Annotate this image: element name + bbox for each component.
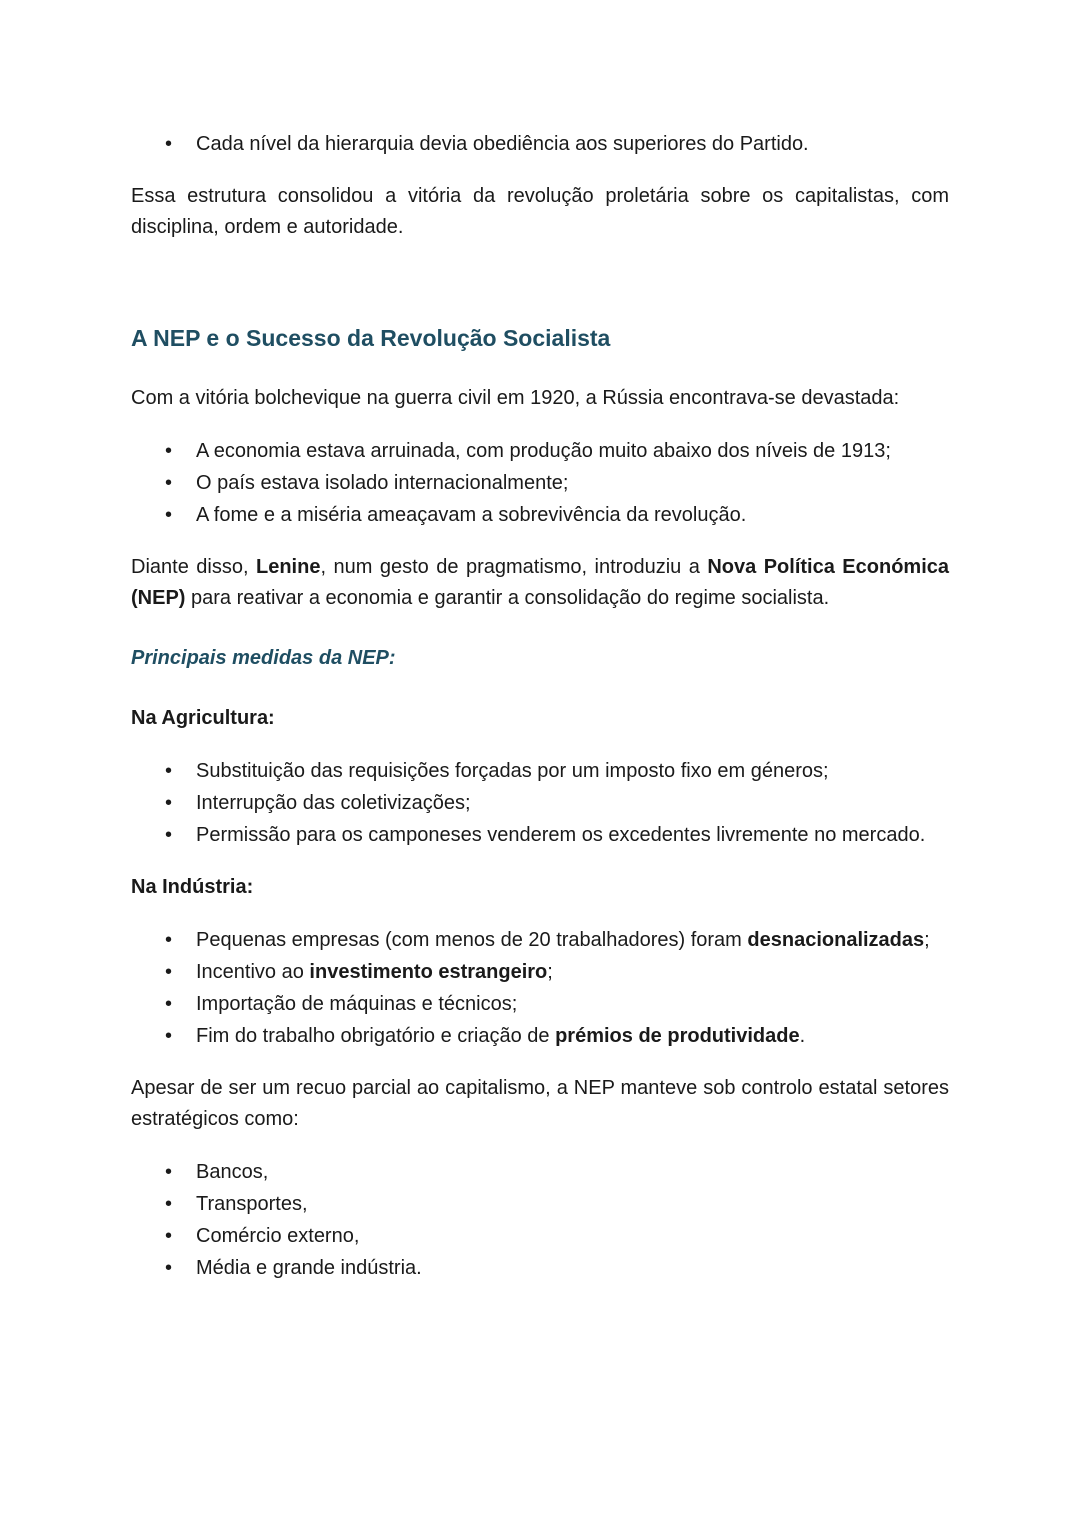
- intro-paragraph: Essa estrutura consolidou a vitória da revolução proletária sobre os capitalistas, com disciplina, ordem e autoridade.: [131, 185, 949, 238]
- list-item: • Média e grande indústria.: [131, 1252, 949, 1284]
- bullet-icon: •: [165, 993, 173, 1015]
- list-item: • Permissão para os camponeses venderem os excedentes livremente no mercado.: [131, 819, 949, 851]
- bullet-icon: •: [165, 760, 173, 782]
- industry-heading: Na Indústria:: [131, 876, 254, 898]
- list-item: • A fome e a miséria ameaçavam a sobrevivência da revolução.: [131, 499, 949, 531]
- nep-name: Nova Política Económica (NEP): [131, 556, 950, 609]
- conclusion-paragraph: Apesar de ser um recuo parcial ao capitalismo, a NEP manteve sob controlo estatal setores estratégicos como:: [131, 1077, 949, 1130]
- bullet-icon: •: [165, 133, 173, 155]
- sectors-list: [131, 1156, 949, 1284]
- list-item: • O país estava isolado internacionalmente;: [131, 467, 949, 499]
- context-paragraph: Com a vitória bolchevique na guerra civil em 1920, a Rússia encontrava-se devastada:: [131, 387, 900, 409]
- section-title: A NEP e o Sucesso da Revolução Socialista: [131, 325, 611, 351]
- list-item: • Importação de máquinas e técnicos;: [131, 988, 949, 1020]
- bullet-icon: •: [165, 472, 173, 494]
- document-content: [131, 128, 949, 1284]
- bullet-icon: •: [165, 792, 173, 814]
- list-item: • Transportes,: [131, 1188, 949, 1220]
- lenine-name: Lenine: [256, 556, 321, 578]
- list-item: • Bancos,: [131, 1156, 949, 1188]
- bullet-icon: •: [165, 824, 173, 846]
- bullet-icon: •: [165, 1193, 173, 1215]
- bullet-icon: •: [165, 1257, 173, 1279]
- bullet-icon: •: [165, 929, 173, 951]
- bullet-icon: •: [165, 1161, 173, 1183]
- agriculture-list: [131, 755, 949, 851]
- list-item: • Comércio externo,: [131, 1220, 949, 1252]
- context-list: [131, 435, 949, 531]
- list-item: • Fim do trabalho obrigatório e criação de prémios de produtividade.: [131, 1020, 949, 1052]
- bullet-icon: •: [165, 1225, 173, 1247]
- list-item: • Cada nível da hierarquia devia obediência aos superiores do Partido.: [131, 128, 949, 160]
- bullet-icon: •: [165, 504, 173, 526]
- bullet-icon: •: [165, 961, 173, 983]
- list-item: • Interrupção das coletivizações;: [131, 787, 949, 819]
- intro-list: [131, 128, 949, 160]
- measures-heading: Principais medidas da NEP:: [131, 647, 396, 669]
- bullet-icon: •: [165, 440, 173, 462]
- list-item: • A economia estava arruinada, com produção muito abaixo dos níveis de 1913;: [131, 435, 949, 467]
- list-item: • Incentivo ao investimento estrangeiro;: [131, 956, 949, 988]
- list-item: • Substituição das requisições forçadas por um imposto fixo em géneros;: [131, 755, 949, 787]
- agriculture-heading: Na Agricultura:: [131, 707, 275, 729]
- bullet-icon: •: [165, 1025, 173, 1047]
- industry-list: [131, 924, 949, 1052]
- nep-paragraph: Diante disso, Lenine, num gesto de pragmatismo, introduziu a Nova Política Económica (NEP) para reativar a economia e garantir a consolidação do regime socialista.: [131, 556, 950, 609]
- list-item: • Pequenas empresas (com menos de 20 trabalhadores) foram desnacionalizadas;: [131, 924, 949, 956]
